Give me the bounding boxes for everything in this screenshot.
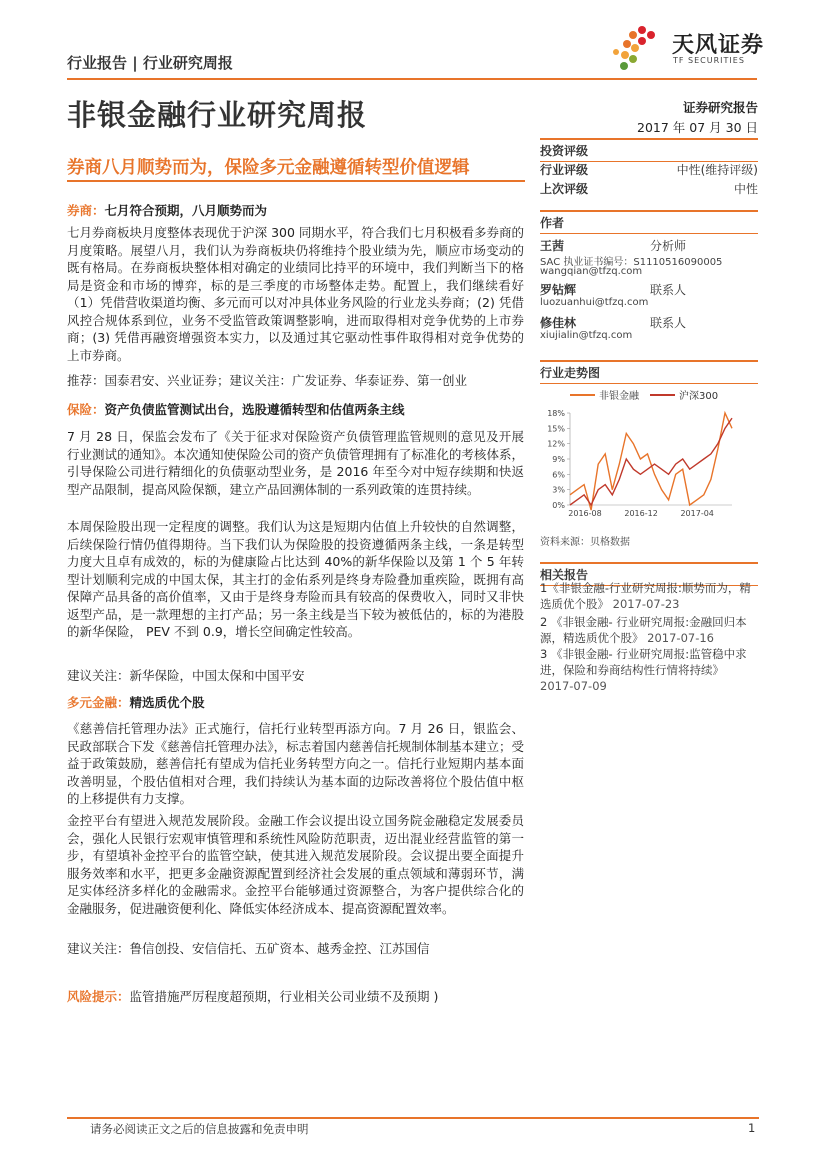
related-date: 2017-07-09 bbox=[540, 679, 607, 693]
y-tick-label: 3% bbox=[552, 485, 565, 495]
brand-logo-icon bbox=[612, 24, 668, 74]
author-name: 修佳林 bbox=[540, 316, 577, 330]
section-heading-insurance bbox=[67, 400, 405, 418]
x-tick-label: 2017-04 bbox=[680, 509, 714, 518]
industry-trend-chart bbox=[540, 383, 760, 528]
author-role: 联系人 bbox=[650, 316, 687, 330]
rating-heading: 投资评级 bbox=[540, 138, 758, 162]
related-report[interactable] bbox=[540, 580, 758, 612]
paragraph: 本周保险股出现一定程度的调整。我们认为这是短期内估值上升较快的自然调整，后续保险行情仍值得期待。当下我们认为保险股的投资遵循两条主线，一条是转型力度大且卓有成效的，标的为健康险占比达到 40%的新华保险以及第 1 个 5 年转型计划顺利完成的中国太保，其主打的金佑系列是终身寿险叠加重疾险，既拥有高保障产品具备的高价值率，又由于是终身寿险而具有较高的保费收入，同时又非快返型产品，是一款理想的主打产品；另一条主线是当下较为被低估的，标的为港股的新华保险， PEV 不到 0.9，增长空间确定性较高。 bbox=[67, 519, 524, 639]
header-divider bbox=[67, 78, 757, 80]
prev-rating-value: 中性 bbox=[733, 182, 758, 196]
prev-rating-label: 上次评级 bbox=[540, 182, 589, 196]
section-key: 券商： bbox=[67, 203, 105, 218]
y-tick-label: 18% bbox=[547, 409, 565, 418]
related-date: 2017-07-16 bbox=[647, 631, 714, 645]
paragraph: 七月券商板块月度整体表现优于沪深 300 同期水平，符合我们七月积极看多券商的月度策略。展望八月，我们认为券商板块仍将维持个股业绩为先，顺应市场变动的既有格局。在券商板块整体相对确定的业绩同比持平的环境中，我们判断当下的格局是资金和市场的博弈，标的是三季度的市场整体走势。配置上，我们继续看好（1）凭借营收渠道均衡、多元而可以对冲具体业务风险的行业龙头券商；(2) 凭借风控合规体系到位，业务不受监管政策调整影响，进而取得相对竞争优势的上市券商；(3) 凭借再融资增强资本实力，以及通过其它驱动性事件取得相对竞争优势的上市券商。 bbox=[67, 225, 524, 363]
page-number: 1 bbox=[748, 1121, 756, 1135]
rating-value: 中性(维持评级) bbox=[676, 163, 758, 177]
related-title[interactable]: 1《非银金融-行业研究周报:顺势而为，精选质优个股》 bbox=[540, 581, 751, 611]
series-line bbox=[570, 413, 732, 510]
paragraph: 7 月 28 日，保监会发布了《关于征求对保险资产负债管理监管规则的意见及开展行业测试的通知》。本次通知使保险公司的资产负债管理拥有了标准化的考核体系，引导保险公司进行精细化的负债驱动型业务，是 2016 年至今对中短存续期和快返型产品限制，提高风险保额，建立产品回溯体制的一系列政策的连贯持续。 bbox=[67, 429, 524, 497]
report-date: 2017 年 07 月 30 日 bbox=[637, 120, 758, 135]
footer-disclaimer[interactable]: 请务必阅读正文之后的信息披露和免责申明 bbox=[90, 1122, 309, 1136]
risk-text: 监管措施严厉程度超预期，行业相关公司业绩不及预期 ) bbox=[129, 989, 439, 1004]
x-tick-label: 2016-08 bbox=[568, 509, 602, 518]
subtitle-divider bbox=[67, 180, 525, 182]
section-key: 保险： bbox=[67, 402, 105, 417]
y-tick-label: 15% bbox=[547, 424, 565, 434]
trend-heading: 行业走势图 bbox=[540, 360, 758, 384]
breadcrumb: 行业报告 | 行业研究周报 bbox=[67, 54, 233, 72]
page-title: 非银金融行业研究周报 bbox=[67, 98, 368, 132]
risk-note bbox=[67, 987, 438, 1005]
author-name: 王茜 bbox=[540, 239, 565, 253]
paragraph: 建议关注：鲁信创投、安信信托、五矿资本、越秀金控、江苏国信 bbox=[67, 941, 430, 956]
author-role: 联系人 bbox=[650, 283, 687, 297]
section-title: 七月符合预期，八月顺势而为 bbox=[104, 203, 268, 218]
section-title: 精选质优个股 bbox=[129, 695, 205, 710]
author-cert: SAC 执业证书编号：S1110516090005 bbox=[540, 257, 723, 268]
author-name: 罗钻辉 bbox=[540, 283, 577, 297]
related-report[interactable] bbox=[540, 646, 758, 694]
section-heading-diversified bbox=[67, 693, 205, 711]
author-email[interactable]: xiujialin@tfzq.com bbox=[540, 330, 633, 341]
x-tick-label: 2016-12 bbox=[624, 509, 658, 518]
y-tick-label: 6% bbox=[552, 470, 565, 480]
author-email[interactable]: luozuanhui@tfzq.com bbox=[540, 297, 649, 308]
y-tick-label: 12% bbox=[547, 439, 565, 449]
legend-label: 沪深300 bbox=[679, 391, 719, 402]
prev-rating-row bbox=[540, 180, 758, 197]
rating-row bbox=[540, 161, 758, 178]
section-title: 资产负债监管测试出台，选股遵循转型和估值两条主线 bbox=[104, 402, 405, 417]
author-email[interactable]: wangqian@tfzq.com bbox=[540, 266, 643, 277]
related-date: 2017-07-23 bbox=[612, 597, 680, 611]
rating-label: 行业评级 bbox=[540, 163, 589, 177]
paragraph: 建议关注：新华保险，中国太保和中国平安 bbox=[67, 668, 305, 683]
related-report[interactable] bbox=[540, 614, 758, 646]
paragraph: 金控平台有望进入规范发展阶段。金融工作会议提出设立国务院金融稳定发展委员会，强化人民银行宏观审慎管理和系统性风险防范职责，迈出混业经营监管的第一步，有望填补金控平台的监管空缺，使其进入规范发展阶段。会议提出要全面提升服务效率和水平，把更多金融资源配置到经济社会发展的重点领域和薄弱环节，满足实体经济多样化的金融需求。金控平台能够通过资源整合，为客户提供综合化的金融服务，促进融资便利化、降低实体经济成本、提高资源配置效率。 bbox=[67, 813, 524, 916]
section-heading-brokers bbox=[67, 201, 267, 219]
author-role: 分析师 bbox=[650, 239, 687, 253]
report-type: 证券研究报告 bbox=[682, 100, 758, 115]
page-subtitle: 券商八月顺势而为，保险多元金融遵循转型价值逻辑 bbox=[67, 158, 470, 178]
related-title[interactable]: 3 《非银金融- 行业研究周报:监管稳中求进，保险和券商结构性行情将持续》 bbox=[540, 647, 747, 677]
y-tick-label: 0% bbox=[552, 501, 565, 510]
chart-lines bbox=[570, 413, 732, 510]
chart-source: 资料来源：贝格数据 bbox=[540, 537, 630, 548]
paragraph: 推荐：国泰君安、兴业证券；建议关注：广发证券、华泰证券、第一创业 bbox=[67, 373, 468, 388]
paragraph: 《慈善信托管理办法》正式施行，信托行业转型再添方向。7 月 26 日，银监会、民政部联合下发《慈善信托管理办法》，标志着国内慈善信托规制体制基本建立；受益于政策鼓励，慈善信托有望成为信托业务转型方向之一。信托行业短期内基本面改善明显，个股估值相对合理，我们持续认为基本面的边际改善将位个股估值中枢的上移提供有力支撑。 bbox=[67, 721, 524, 806]
brand-name: 天风证券 bbox=[672, 33, 765, 58]
brand-subtitle: TF SECURITIES bbox=[673, 56, 745, 65]
legend-label: 非银金融 bbox=[599, 391, 639, 402]
authors-heading: 作者 bbox=[540, 210, 758, 234]
chart-legend bbox=[570, 389, 718, 402]
section-key: 风险提示： bbox=[67, 989, 130, 1004]
footer-divider bbox=[67, 1117, 759, 1119]
related-heading: 相关报告 bbox=[540, 562, 758, 586]
y-tick-label: 9% bbox=[552, 455, 565, 464]
section-key: 多元金融： bbox=[67, 695, 130, 710]
related-title[interactable]: 2 《非银金融- 行业研究周报:金融回归本源，精选质优个股》 bbox=[540, 615, 747, 645]
